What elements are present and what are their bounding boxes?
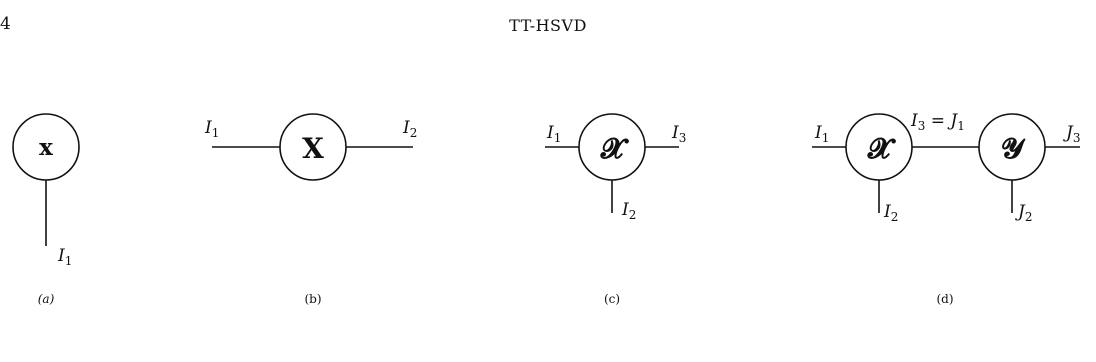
index-label-j2: $J_2$ (1018, 202, 1033, 224)
index-label-i1: $I_1$ (547, 123, 562, 145)
page-number: 4 (0, 14, 11, 34)
index-label-i2: $I_2$ (403, 118, 418, 140)
caption-b: (b) (304, 292, 322, 306)
tensor-x-symbol: 𝓧 (867, 132, 891, 165)
index-label-i1: $I_1$ (205, 118, 220, 140)
bond-label: $I_3 = J_1$ (911, 111, 965, 133)
index-label-i1: $I_1$ (58, 246, 73, 268)
caption-c: (c) (603, 292, 621, 306)
index-label-i2: $I_2$ (884, 202, 899, 224)
running-title: TT-HSVD (509, 16, 587, 35)
index-label-j3: $J_3$ (1066, 123, 1081, 145)
vector-symbol: x (39, 134, 53, 161)
matrix-symbol: X (302, 132, 324, 165)
tensor-y-symbol: 𝓨 (1001, 132, 1023, 165)
index-label-i3: $I_3$ (672, 123, 687, 145)
caption-d: (d) (936, 292, 954, 306)
index-label-i1: $I_1$ (815, 123, 830, 145)
caption-a: (a) (37, 292, 55, 306)
tensor-symbol: 𝓧 (600, 132, 624, 165)
index-label-i2: $I_2$ (622, 200, 637, 222)
